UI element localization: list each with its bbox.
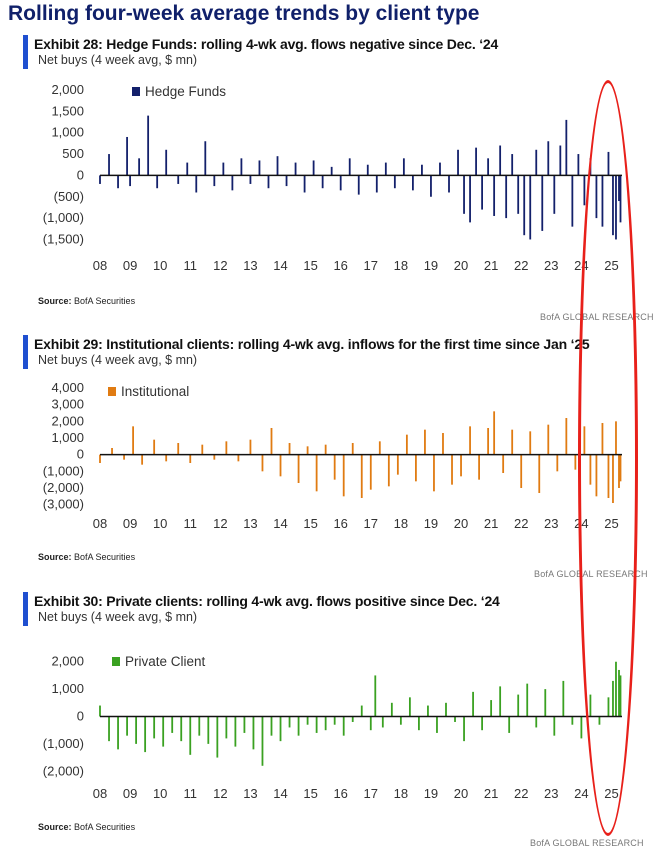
data-bar [231,175,233,190]
data-bar [442,433,444,455]
data-bar [505,175,507,218]
exhibit-title: Exhibit 29: Institutional clients: rolling 4-wk avg. inflows for the first time since Jan ‘25 [34,336,590,352]
data-bar [602,175,604,226]
data-bar [222,163,224,176]
data-bar [171,717,173,733]
x-tick-label: 19 [423,516,439,531]
data-bar [418,717,420,731]
data-bar [602,423,604,455]
data-bar [382,717,384,728]
data-bar [277,156,279,175]
exhibit-accent-bar [23,35,28,69]
exhibit-subtitle: Net buys (4 week avg, $ mn) [38,353,198,367]
data-bar [469,175,471,222]
data-bar [565,418,567,455]
y-tick-label: 1,000 [51,430,84,445]
source-note [38,822,135,832]
y-tick-label: (1,500) [42,231,84,247]
data-bar [289,717,291,728]
x-tick-label: 08 [92,516,108,531]
data-bar [590,158,592,175]
data-bar [487,428,489,455]
data-bar [370,455,372,490]
data-bar [436,717,438,733]
data-bar [280,717,282,742]
data-bar [99,706,101,717]
data-bar [445,703,447,717]
data-bar [454,717,456,722]
data-bar [475,148,477,176]
x-tick-label: 08 [92,258,108,273]
data-bar [590,695,592,717]
data-bar [538,455,540,493]
x-tick-label: 13 [243,258,258,273]
data-bar [583,175,585,205]
data-bar [325,445,327,455]
data-bar [352,717,354,722]
data-bar [298,717,300,736]
data-bar [331,167,333,176]
research-credit: BofA GLOBAL RESEARCH [540,312,654,322]
x-tick-label: 10 [152,786,168,801]
data-bar [424,430,426,455]
data-bar [141,455,143,465]
data-bar [599,717,601,725]
x-tick-label: 09 [122,516,138,531]
source-value: BofA Securities [74,822,136,832]
data-bar [529,175,531,239]
data-bar [352,443,354,455]
data-bar [379,441,381,454]
x-tick-label: 22 [513,786,529,801]
data-bar [262,455,264,472]
data-bar [529,431,531,454]
data-bar [397,455,399,475]
data-bar [132,426,134,454]
x-tick-label: 14 [273,258,288,273]
data-bar [135,717,137,744]
data-bar [481,175,483,209]
x-tick-label: 09 [122,258,138,273]
data-bar [349,158,351,175]
data-bar [448,175,450,192]
y-tick-label: 4,000 [51,380,84,395]
x-tick-label: 25 [604,258,619,273]
data-bar [400,717,402,725]
x-tick-label: 15 [303,516,318,531]
data-bar [590,455,592,485]
data-bar [535,717,537,728]
y-tick-label: 0 [76,708,84,724]
data-bar [343,717,345,736]
data-bar [244,717,246,733]
y-tick-label: 1,000 [51,124,84,140]
source-label: Source: [38,822,72,832]
data-bar [463,717,465,742]
data-bar [608,152,610,175]
legend-label: Private Client [125,654,206,669]
data-bar [388,455,390,487]
data-bar [451,455,453,485]
x-tick-label: 21 [483,786,499,801]
data-bar [307,446,309,454]
research-credit: BofA GLOBAL RESEARCH [534,569,648,579]
x-tick-label: 14 [273,786,288,801]
data-bar [177,175,179,184]
exhibit-accent-bar [23,592,28,626]
x-tick-label: 11 [183,516,198,531]
y-tick-label: 1,500 [51,103,84,119]
x-tick-label: 11 [183,786,198,801]
data-bar [620,455,622,482]
data-bar [334,717,336,725]
data-bar [427,706,429,717]
x-tick-label: 23 [544,258,559,273]
data-bar [177,443,179,455]
data-bar [493,175,495,216]
data-bar [186,163,188,176]
data-bar [108,154,110,175]
data-bar [565,120,567,176]
data-bar [307,717,309,725]
data-bar [207,717,209,744]
data-bar [478,455,480,480]
data-bar [262,717,264,766]
data-bar [225,441,227,454]
y-tick-label: (500) [53,188,84,204]
data-bar [126,137,128,175]
y-tick-label: (1,000) [42,735,84,751]
x-tick-label: 19 [423,786,439,801]
data-bar [225,717,227,739]
data-bar [129,175,131,186]
x-tick-label: 22 [513,258,529,273]
data-bar [460,455,462,477]
hedge-funds-chart [0,78,640,298]
data-bar [340,175,342,190]
data-bar [216,717,218,758]
data-bar [541,175,543,231]
data-bar [556,455,558,472]
source-label: Source: [38,296,72,306]
y-tick-label: 2,000 [51,413,84,429]
data-bar [620,175,622,222]
data-bar [241,158,243,175]
page-title: Rolling four-week average trends by client type [8,2,480,25]
data-bar [250,175,252,184]
data-bar [117,717,119,750]
data-bar [361,706,363,717]
data-bar [259,160,261,175]
source-note [38,552,135,562]
data-bar [370,717,372,731]
data-bar [430,175,432,196]
data-bar [111,448,113,455]
y-tick-label: (3,000) [42,496,84,512]
x-tick-label: 24 [574,516,589,531]
data-bar [571,717,573,725]
data-bar [463,175,465,213]
x-tick-label: 24 [574,786,589,801]
data-bar [204,141,206,175]
data-bar [376,175,378,192]
private-client-chart [0,636,640,816]
x-tick-label: 16 [333,786,348,801]
data-bar [253,717,255,750]
data-bar [108,717,110,742]
data-bar [562,681,564,717]
x-tick-label: 25 [604,786,619,801]
data-bar [237,455,239,462]
exhibit-subtitle: Net buys (4 week avg, $ mn) [38,53,198,67]
institutional-chart [0,376,640,546]
x-tick-label: 09 [122,786,138,801]
data-bar [511,430,513,455]
x-tick-label: 15 [303,786,318,801]
y-tick-label: (1,000) [42,210,84,226]
data-bar [313,160,315,175]
data-bar [334,455,336,480]
data-bar [559,146,561,176]
y-tick-label: (2,000) [42,480,84,495]
data-bar [147,116,149,176]
x-tick-label: 17 [363,516,379,531]
x-tick-label: 11 [183,258,198,273]
data-bar [583,426,585,454]
data-bar [517,695,519,717]
exhibit-subtitle: Net buys (4 week avg, $ mn) [38,610,198,624]
x-tick-label: 24 [574,258,589,273]
data-bar [520,455,522,488]
data-bar [358,175,360,194]
y-tick-label: 0 [76,167,84,183]
data-bar [153,440,155,455]
x-tick-label: 17 [363,258,379,273]
research-credit: BofA GLOBAL RESEARCH [530,838,644,848]
exhibit-title: Exhibit 28: Hedge Funds: rolling 4-wk avg. flows negative since Dec. ‘24 [34,36,499,52]
data-bar [620,675,622,716]
x-tick-label: 25 [604,516,619,531]
data-bar [469,426,471,454]
data-bar [499,686,501,716]
data-bar [615,662,617,717]
y-tick-label: 3,000 [51,396,84,412]
data-bar [439,163,441,176]
data-bar [189,717,191,755]
legend-swatch [112,657,120,666]
data-bar [544,689,546,716]
data-bar [367,165,369,176]
data-bar [406,435,408,455]
y-tick-label: 500 [62,146,84,162]
data-bar [415,455,417,482]
data-bar [213,175,215,186]
data-bar [286,175,288,186]
x-tick-label: 18 [393,786,409,801]
data-bar [487,158,489,175]
data-bar [271,428,273,455]
data-bar [298,455,300,483]
y-tick-label: (1,000) [42,463,84,479]
x-tick-label: 17 [363,786,379,801]
data-bar [481,717,483,731]
data-bar [361,455,363,498]
data-bar [394,175,396,188]
x-tick-label: 14 [273,516,288,531]
x-tick-label: 18 [393,258,409,273]
data-bar [511,154,513,175]
data-bar [162,717,164,747]
data-bar [615,175,617,239]
data-bar [608,455,610,498]
x-tick-label: 16 [333,516,348,531]
data-bar [156,175,158,188]
data-bar [517,175,519,213]
data-bar [615,421,617,454]
source-value: BofA Securities [74,552,136,562]
data-bar [547,425,549,455]
x-tick-label: 21 [483,516,499,531]
data-bar [325,717,327,731]
y-tick-label: (2,000) [42,763,84,779]
x-tick-label: 10 [152,516,168,531]
data-bar [271,717,273,736]
data-bar [499,146,501,176]
data-bar [433,455,435,492]
data-bar [571,175,573,226]
data-bar [165,455,167,462]
data-bar [304,175,306,192]
data-bar [596,175,598,218]
legend-swatch [132,87,140,96]
legend-swatch [108,387,116,396]
data-bar [195,175,197,192]
source-label: Source: [38,552,72,562]
data-bar [234,717,236,747]
source-note [38,296,135,306]
data-bar [490,700,492,716]
x-tick-label: 13 [243,786,258,801]
data-bar [612,681,614,717]
data-bar [553,717,555,736]
data-bar [523,175,525,235]
data-bar [577,154,579,175]
data-bar [153,717,155,739]
data-bar [117,175,119,188]
data-bar [580,717,582,739]
x-tick-label: 23 [544,786,559,801]
data-bar [198,717,200,736]
x-tick-label: 20 [453,258,469,273]
data-bar [343,455,345,497]
x-tick-label: 23 [544,516,559,531]
data-bar [391,703,393,717]
x-tick-label: 16 [333,258,348,273]
data-bar [421,165,423,176]
source-value: BofA Securities [74,296,136,306]
data-bar [295,163,297,176]
data-bar [574,455,576,470]
data-bar [596,455,598,497]
data-bar [99,455,101,463]
data-bar [502,455,504,473]
legend-label: Hedge Funds [145,84,227,99]
x-tick-label: 13 [243,516,258,531]
data-bar [250,440,252,455]
y-tick-label: 2,000 [51,82,84,97]
x-tick-label: 20 [453,786,469,801]
data-bar [553,175,555,213]
data-bar [508,717,510,733]
x-tick-label: 20 [453,516,469,531]
data-bar [608,697,610,716]
data-bar [180,717,182,742]
data-bar [138,158,140,175]
x-tick-label: 08 [92,786,108,801]
data-bar [280,455,282,477]
x-tick-label: 12 [213,516,228,531]
data-bar [268,175,270,188]
y-tick-label: 0 [76,446,84,462]
data-bar [535,150,537,176]
x-tick-label: 19 [423,258,439,273]
data-bar [144,717,146,753]
data-bar [547,141,549,175]
data-bar [289,443,291,455]
x-tick-label: 10 [152,258,168,273]
data-bar [409,697,411,716]
data-bar [403,158,405,175]
y-tick-label: 1,000 [51,681,84,697]
data-bar [457,150,459,176]
data-bar [612,175,614,235]
x-tick-label: 22 [513,516,529,531]
data-bar [189,455,191,463]
data-bar [316,717,318,733]
data-bar [493,411,495,454]
data-bar [526,684,528,717]
data-bar [165,150,167,176]
data-bar [472,692,474,717]
data-bar [99,175,101,184]
data-bar [316,455,318,492]
exhibit-title: Exhibit 30: Private clients: rolling 4-wk avg. flows positive since Dec. ‘24 [34,593,500,609]
data-bar [374,675,376,716]
x-tick-label: 12 [213,786,228,801]
exhibit-accent-bar [23,335,28,369]
x-tick-label: 21 [483,258,499,273]
data-bar [612,455,614,503]
data-bar [322,175,324,188]
x-tick-label: 12 [213,258,228,273]
data-bar [201,445,203,455]
data-bar [126,717,128,736]
data-bar [412,175,414,190]
x-tick-label: 18 [393,516,409,531]
x-tick-label: 15 [303,258,318,273]
data-bar [385,163,387,176]
y-tick-label: 2,000 [51,653,84,669]
legend-label: Institutional [121,384,190,399]
